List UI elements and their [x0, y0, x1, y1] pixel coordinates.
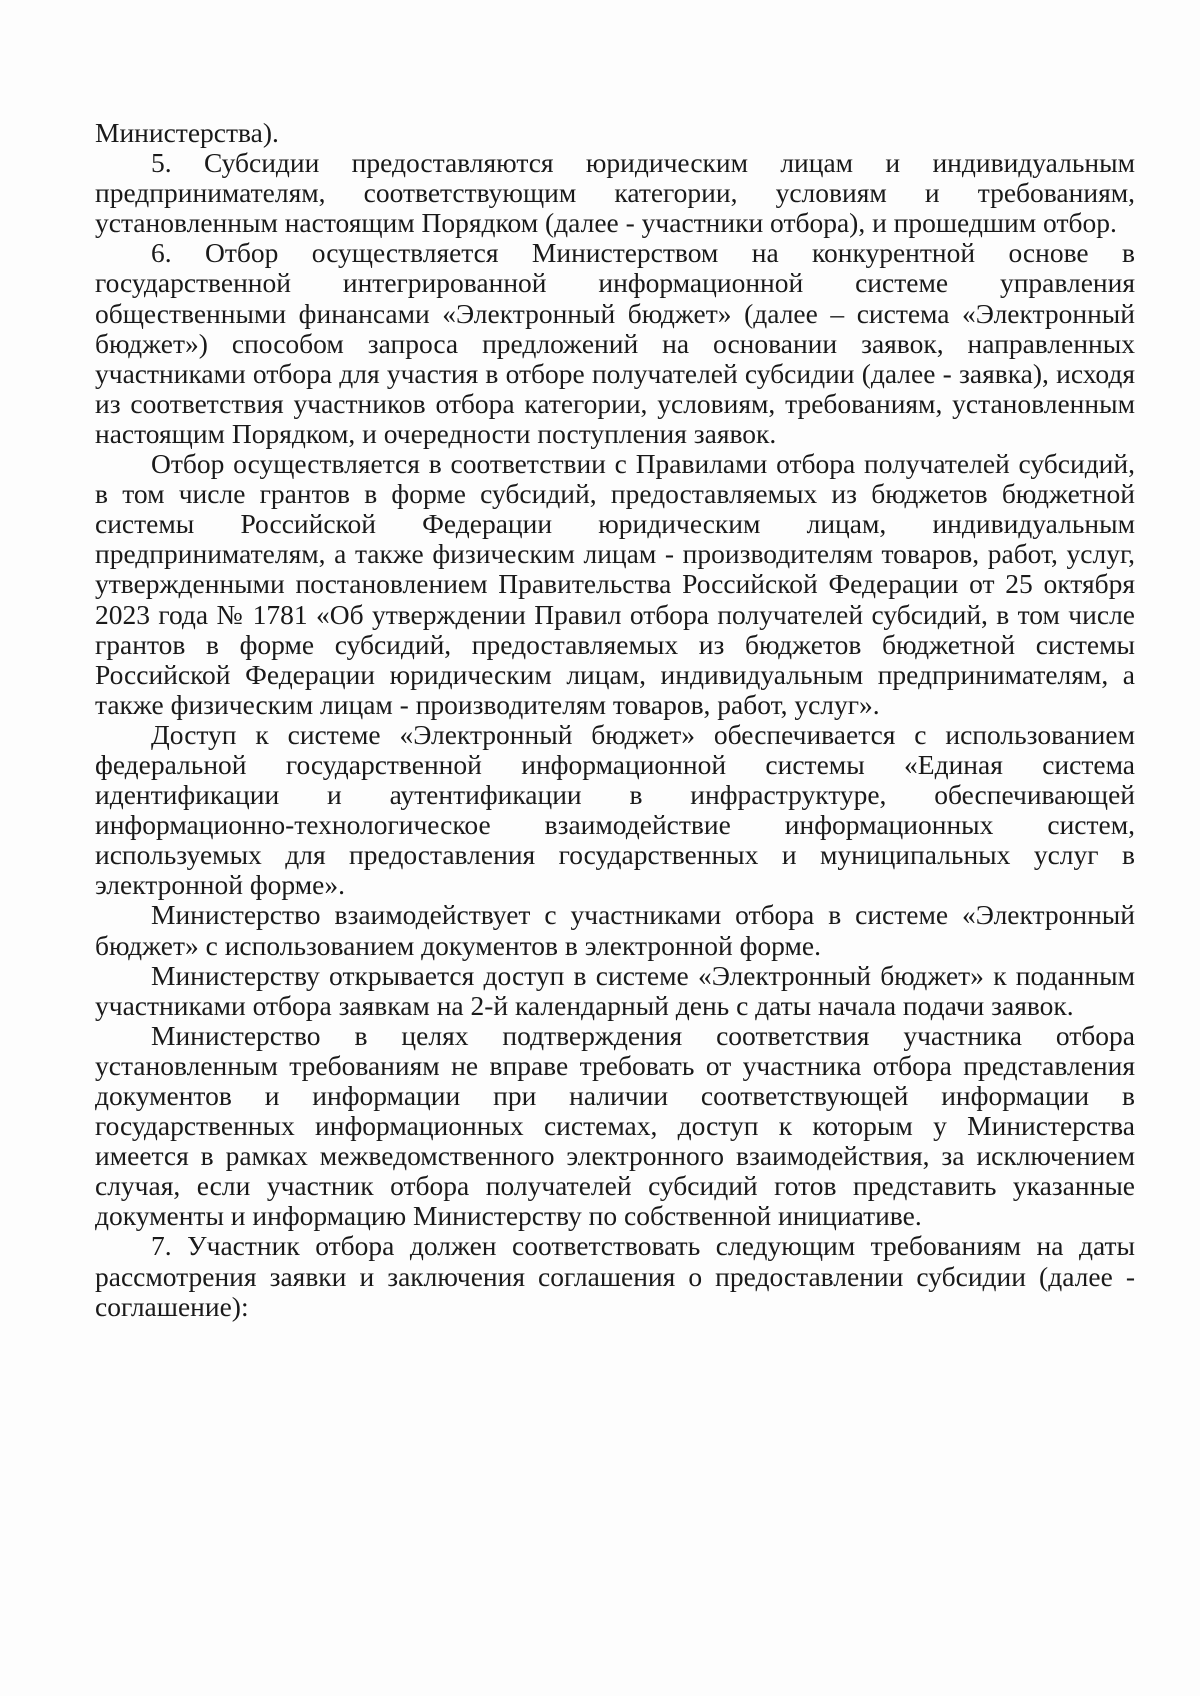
paragraph-item-6: 6. Отбор осуществляется Министерством на конкурентной основе в государственной интегрированной информационной системе управления общественными финансами «Электронный бюджет» (далее – система «Электронный бюджет») способом запроса предложений на основании заявок, направленных участниками отбора для участия в отборе получателей субсидии (далее - заявка), исходя из соответствия участников отбора категории, условиям, требованиям, установленным настоящим Порядком, и очередности поступления заявок.	[95, 237, 1135, 449]
paragraph-system-access: Доступ к системе «Электронный бюджет» обеспечивается с использованием федеральной государственной информационной системы «Единая система идентификации и аутентификации в инфраструктуре, обеспечивающей информационно-технологическое взаимодействие информационных систем, используемых для предоставления государственных и муниципальных услуг в электронной форме».	[95, 718, 1135, 901]
paragraph-selection-rules: Отбор осуществляется в соответствии с Правилами отбора получателей субсидий, в том числе грантов в форме субсидий, предоставляемых из бюджетов бюджетной системы Российской Федерации юридическим лицам, индивидуальным предпринимателям, а также физическим лицам - производителям товаров, работ, услуг, утвержденными постановлением Правительства Российской Федерации от 25 октября 2023 года № 1781 «Об утверждении Правил отбора получателей субсидий, в том числе грантов в форме субсидий, предоставляемых из бюджетов бюджетной системы Российской Федерации юридическим лицам, индивидуальным предпринимателям, а также физическим лицам - производителям товаров, работ, услуг».	[95, 448, 1135, 720]
paragraph-ministry-interaction: Министерство взаимодействует с участниками отбора в системе «Электронный бюджет» с использованием документов в электронной форме.	[95, 899, 1135, 961]
paragraph-item-7: 7. Участник отбора должен соответствовать следующим требованиям на даты рассмотрения заявки и заключения соглашения о предоставлении субсидии (далее - соглашение):	[95, 1230, 1135, 1322]
document-body	[95, 118, 1135, 1322]
paragraph-continuation: Министерства).	[95, 117, 279, 148]
paragraph-item-5: 5. Субсидии предоставляются юридическим лицам и индивидуальным предпринимателям, соответствующим категории, условиям и требованиям, установленным настоящим Порядком (далее - участники отбора), и прошедшим отбор.	[95, 147, 1135, 239]
paragraph-ministry-access: Министерству открывается доступ в системе «Электронный бюджет» к поданным участниками отбора заявкам на 2-й календарный день с даты начала подачи заявок.	[95, 959, 1135, 1021]
paragraph-ministry-requirements: Министерство в целях подтверждения соответствия участника отбора установленным требованиям не вправе требовать от участника отбора представления документов и информации при наличии соответствующей информации в государственных информационных системах, доступ к которым у Министерства имеется в рамках межведомственного электронного взаимодействия, за исключением случая, если участник отбора получателей субсидий готов представить указанные документы и информацию Министерству по собственной инициативе.	[95, 1019, 1135, 1232]
